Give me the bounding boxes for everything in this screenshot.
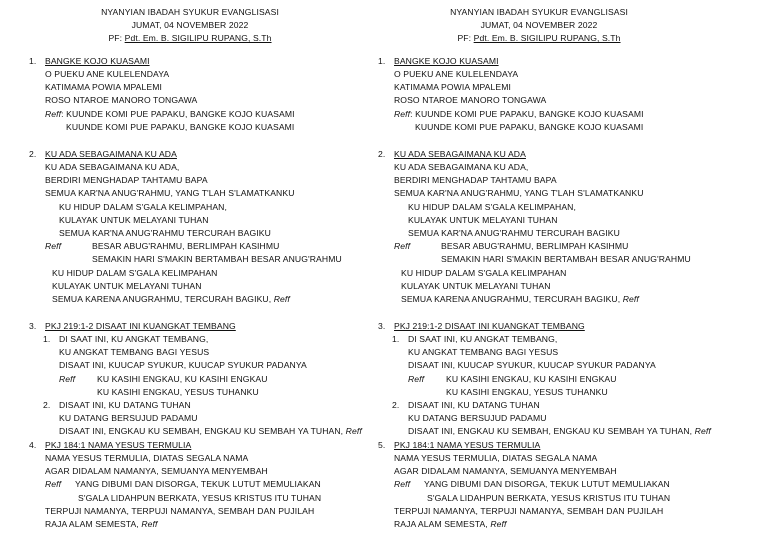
song-3-title: PKJ 219:1-2 DISAAT INI KUANGKAT TEMBANG	[394, 321, 585, 331]
song-2-line: BESAR ABUG'RAHMU, BERLIMPAH KASIHMU	[92, 241, 280, 251]
song-4-line: AGAR DIDALAM NAMANYA, SEMUANYA MENYEMBAH	[394, 466, 617, 476]
header	[0, 6, 380, 46]
song-2-line: KULAYAK UNTUK MELAYANI TUHAN	[52, 281, 202, 291]
song-2-line: KU HIDUP DALAM S'GALA KELIMPAHAN	[52, 268, 218, 278]
song-1-line: KUUNDE KOMI PUE PAPAKU, BANGKE KOJO KUASAMI	[66, 122, 295, 132]
song-4-line: YANG DIBUMI DAN DISORGA, TEKUK LUTUT MEMULIAKAN	[75, 479, 321, 489]
song-3-line: KU KASIHI ENGKAU, YESUS TUHANKU	[446, 387, 608, 397]
header-date: JUMAT, 04 NOVEMBER 2022	[480, 20, 598, 31]
song-2-title: KU ADA SEBAGAIMANA KU ADA	[45, 149, 177, 159]
song-3-line: KU DATANG BERSUJUD PADAMU	[59, 413, 198, 423]
song-3-number: 3.	[378, 321, 386, 331]
song-4-line: AGAR DIDALAM NAMANYA, SEMUANYA MENYEMBAH	[45, 466, 268, 476]
song-4-title: PKJ 184:1 NAMA YESUS TERMULIA	[394, 440, 541, 450]
song-1-title: BANGKE KOJO KUASAMI	[394, 56, 499, 66]
song-3-verse-1-number: 1.	[43, 334, 51, 344]
song-1-reff-line: Reff: KUUNDE KOMI PUE PAPAKU, BANGKE KOJO KUASAMI	[45, 109, 295, 119]
song-2-line-reff: SEMUA KARENA ANUGRAHMU, TERCURAH BAGIKU, Reff	[52, 294, 290, 304]
song-3-line: DI SAAT INI, KU ANGKAT TEMBANG,	[59, 334, 209, 344]
song-2-line: KULAYAK UNTUK MELAYANI TUHAN	[401, 281, 551, 291]
song-2-line: BERDIRI MENGHADAP TAHTAMU BAPA	[45, 175, 208, 185]
song-1-line: ROSO NTAROE MANORO TONGAWA	[45, 95, 198, 105]
song-2-line: SEMUA KAR'NA ANUG'RAHMU, YANG T'LAH S'LAMATKANKU	[394, 188, 644, 198]
right-column	[349, 0, 733, 557]
song-2-number: 2.	[29, 149, 37, 159]
song-4-line-reff: RAJA ALAM SEMESTA, Reff	[394, 519, 507, 529]
pf-name: Pdt. Em. B. SIGILIPU RUPANG, S.Th	[473, 33, 621, 44]
song-2-title: KU ADA SEBAGAIMANA KU ADA	[394, 149, 526, 159]
header-title: NYANYIAN IBADAH SYUKUR EVANGLISASI	[450, 7, 628, 17]
song-3-line: DI SAAT INI, KU ANGKAT TEMBANG,	[408, 334, 558, 344]
song-3-line: KU KASIHI ENGKAU, KU KASIHI ENGKAU	[97, 374, 268, 384]
song-2-line: KULAYAK UNTUK MELAYANI TUHAN	[59, 215, 209, 225]
song-2-line: KU ADA SEBAGAIMANA KU ADA,	[45, 162, 180, 172]
song-1-line: KATIMAMA POWIA MPALEMI	[394, 82, 511, 92]
song-3-number: 3.	[29, 321, 37, 331]
song-2-line: BERDIRI MENGHADAP TAHTAMU BAPA	[394, 175, 557, 185]
song-1-line: O PUEKU ANE KULELENDAYA	[45, 69, 170, 79]
song-3-reff-label: Reff	[408, 374, 425, 384]
song-2-line: KULAYAK UNTUK MELAYANI TUHAN	[408, 215, 558, 225]
song-1-title: BANGKE KOJO KUASAMI	[45, 56, 150, 66]
song-2-line: BESAR ABUG'RAHMU, BERLIMPAH KASIHMU	[441, 241, 629, 251]
song-3-line: DISAAT INI, KU DATANG TUHAN	[408, 400, 540, 410]
song-3-verse-1-number: 1.	[392, 334, 400, 344]
song-4-reff-label: Reff	[45, 479, 62, 489]
song-4-line: S'GALA LIDAHPUN BERKATA, YESUS KRISTUS ITU TUHAN	[78, 493, 322, 503]
song-1-line: KUUNDE KOMI PUE PAPAKU, BANGKE KOJO KUASAMI	[415, 122, 644, 132]
song-3-line: DISAAT INI, KU DATANG TUHAN	[59, 400, 191, 410]
song-2-line: SEMAKIN HARI S'MAKIN BERTAMBAH BESAR ANUG'RAHMU	[92, 254, 342, 264]
song-4-reff-label: Reff	[394, 479, 411, 489]
header-pf: PF: Pdt. Em. B. SIGILIPU RUPANG, S.Th	[457, 33, 621, 44]
song-1-line: KATIMAMA POWIA MPALEMI	[45, 82, 162, 92]
song-3-reff-label: Reff	[59, 374, 76, 384]
song-2-line: SEMUA KAR'NA ANUG'RAHMU TERCURAH BAGIKU	[408, 228, 620, 238]
song-1-reff-line: Reff: KUUNDE KOMI PUE PAPAKU, BANGKE KOJO KUASAMI	[394, 109, 644, 119]
song-3-line: KU ANGKAT TEMBANG BAGI YESUS	[59, 347, 210, 357]
song-1-line: ROSO NTAROE MANORO TONGAWA	[394, 95, 547, 105]
song-2-number: 2.	[378, 149, 386, 159]
song-4-title: PKJ 184:1 NAMA YESUS TERMULIA	[45, 440, 192, 450]
song-1-number: 1.	[378, 56, 386, 66]
song-2-line: KU ADA SEBAGAIMANA KU ADA,	[394, 162, 529, 172]
song-3-title: PKJ 219:1-2 DISAAT INI KUANGKAT TEMBANG	[45, 321, 236, 331]
song-3-line-reff: DISAAT INI, ENGKAU KU SEMBAH, ENGKAU KU SEMBAH YA TUHAN, Reff	[59, 426, 362, 436]
song-4-line: S'GALA LIDAHPUN BERKATA, YESUS KRISTUS ITU TUHAN	[427, 493, 671, 503]
song-2-line: KU HIDUP DALAM S'GALA KELIMPAHAN,	[59, 202, 227, 212]
song-4-number: 4.	[29, 440, 37, 450]
song-2-reff-label: Reff	[45, 241, 62, 251]
song-1-number: 1.	[29, 56, 37, 66]
header-pf: PF: Pdt. Em. B. SIGILIPU RUPANG, S.Th	[108, 33, 272, 44]
song-3-line: KU ANGKAT TEMBANG BAGI YESUS	[408, 347, 559, 357]
song-3-line: KU KASIHI ENGKAU, YESUS TUHANKU	[97, 387, 259, 397]
song-3-verse-2-number: 2.	[43, 400, 51, 410]
pf-name: Pdt. Em. B. SIGILIPU RUPANG, S.Th	[124, 33, 272, 44]
header	[349, 6, 729, 46]
song-2-line-reff: SEMUA KARENA ANUGRAHMU, TERCURAH BAGIKU, Reff	[401, 294, 639, 304]
song-4-line: TERPUJI NAMANYA, TERPUJI NAMANYA, SEMBAH DAN PUJILAH	[45, 506, 315, 516]
song-2-line: SEMUA KAR'NA ANUG'RAHMU TERCURAH BAGIKU	[59, 228, 271, 238]
song-3-line: KU KASIHI ENGKAU, KU KASIHI ENGKAU	[446, 374, 617, 384]
song-3-verse-2-number: 2.	[392, 400, 400, 410]
song-2-reff-label: Reff	[394, 241, 411, 251]
song-2-line: KU HIDUP DALAM S'GALA KELIMPAHAN	[401, 268, 567, 278]
song-2-line: SEMUA KAR'NA ANUG'RAHMU, YANG T'LAH S'LAMATKANKU	[45, 188, 295, 198]
song-1-line: O PUEKU ANE KULELENDAYA	[394, 69, 519, 79]
song-2-line: KU HIDUP DALAM S'GALA KELIMPAHAN,	[408, 202, 576, 212]
song-3-line: KU DATANG BERSUJUD PADAMU	[408, 413, 547, 423]
song-2-line: SEMAKIN HARI S'MAKIN BERTAMBAH BESAR ANUG'RAHMU	[441, 254, 691, 264]
song-4-line: YANG DIBUMI DAN DISORGA, TEKUK LUTUT MEMULIAKAN	[424, 479, 670, 489]
song-4-number: 5.	[378, 440, 386, 450]
song-3-line: DISAAT INI, KUUCAP SYUKUR, KUUCAP SYUKUR PADANYA	[408, 360, 656, 370]
song-4-line: NAMA YESUS TERMULIA, DIATAS SEGALA NAMA	[45, 453, 249, 463]
header-date: JUMAT, 04 NOVEMBER 2022	[131, 20, 249, 31]
song-3-line: DISAAT INI, KUUCAP SYUKUR, KUUCAP SYUKUR PADANYA	[59, 360, 307, 370]
song-3-line-reff: DISAAT INI, ENGKAU KU SEMBAH, ENGKAU KU SEMBAH YA TUHAN, Reff	[408, 426, 711, 436]
song-4-line: NAMA YESUS TERMULIA, DIATAS SEGALA NAMA	[394, 453, 598, 463]
song-4-line: TERPUJI NAMANYA, TERPUJI NAMANYA, SEMBAH DAN PUJILAH	[394, 506, 664, 516]
header-title: NYANYIAN IBADAH SYUKUR EVANGLISASI	[101, 7, 279, 17]
song-4-line-reff: RAJA ALAM SEMESTA, Reff	[45, 519, 158, 529]
